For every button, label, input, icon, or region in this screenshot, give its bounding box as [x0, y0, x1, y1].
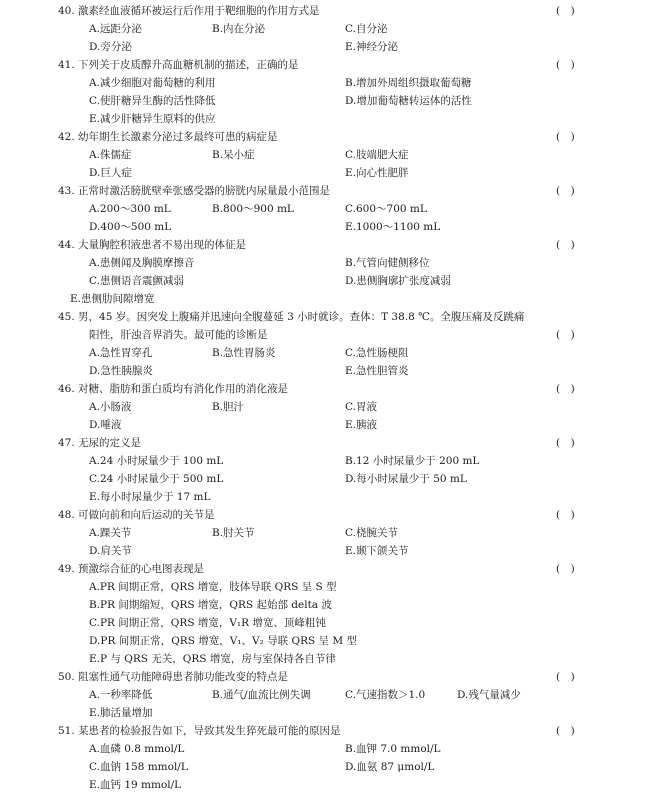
- question-stem: 43. 正常时激活膀胱壁牵张感受器的膀胱内尿量最小范围是: [58, 185, 331, 197]
- option-c: C.胃液: [345, 401, 377, 413]
- question-48: [58, 506, 648, 524]
- answer-bracket: ( ): [556, 329, 575, 341]
- option-c: C.自分泌: [345, 23, 388, 35]
- question-stem: 45. 男，45 岁。因突发上腹痛并迅速向全腹蔓延 3 小时就诊。查体：T 38.8 ℃。全腹压痛及反跳痛: [58, 311, 525, 323]
- question-42: [58, 128, 648, 146]
- option-a: A.急性胃穿孔: [89, 347, 153, 359]
- answer-bracket: ( ): [556, 131, 575, 143]
- option-b: B.肘关节: [212, 527, 255, 539]
- option-a: A.踝关节: [89, 527, 132, 539]
- option-b: B.急性胃肠炎: [212, 347, 276, 359]
- answer-bracket: ( ): [556, 383, 575, 395]
- option-c: C.PR 间期正常，QRS 增宽，V₁R 增宽、顶峰粗钝: [89, 617, 326, 629]
- option-c: C.肢端肥大症: [345, 149, 409, 161]
- option-e: E.1000～1100 mL: [345, 221, 441, 233]
- option-a: A.远距分泌: [89, 23, 142, 35]
- option-e: E.减少肝糖异生原料的供应: [89, 113, 216, 125]
- option-e: E.急性胆管炎: [345, 365, 409, 377]
- option-e: E.每小时尿量少于 17 mL: [89, 491, 211, 503]
- option-e: E.胰液: [345, 419, 378, 431]
- option-d: D.每小时尿量少于 50 mL: [345, 473, 467, 485]
- option-d: D.肩关节: [89, 545, 132, 557]
- option-e: E.颞下颌关节: [345, 545, 409, 557]
- option-b: B.气管向健侧移位: [345, 257, 430, 269]
- option-b: B.内在分泌: [212, 23, 266, 35]
- option-d: D.巨人症: [89, 167, 132, 179]
- question-47: [58, 434, 648, 452]
- question-stem: 48. 可做向前和向后运动的关节是: [58, 509, 215, 521]
- option-c: C.600～700 mL: [345, 203, 427, 215]
- option-a: A.血磷 0.8 mmol/L: [89, 743, 185, 755]
- answer-bracket: ( ): [556, 509, 575, 521]
- option-e: E.神经分泌: [345, 41, 399, 53]
- answer-bracket: ( ): [556, 437, 575, 449]
- option-d: D.400～500 mL: [89, 221, 172, 233]
- question-stem: 47. 无尿的定义是: [58, 437, 142, 449]
- option-a: A.患侧闻及胸膜摩擦音: [89, 257, 195, 269]
- option-d: D.血氨 87 μmol/L: [345, 761, 435, 773]
- option-a: A.小肠液: [89, 401, 132, 413]
- option-a: A.一秒率降低: [89, 689, 153, 701]
- option-c: C.桡腕关节: [345, 527, 398, 539]
- question-51: [58, 722, 648, 740]
- option-b: B.PR 间期缩短，QRS 增宽，QRS 起始部 delta 波: [89, 599, 332, 611]
- question-stem: 50. 阻塞性通气功能障碍患者肺功能改变的特点是: [58, 671, 289, 683]
- option-c: C.24 小时尿量少于 500 mL: [89, 473, 224, 485]
- answer-bracket: ( ): [556, 671, 575, 683]
- answer-bracket: ( ): [556, 563, 575, 575]
- option-a: A.侏儒症: [89, 149, 132, 161]
- option-b: B.血钾 7.0 mmol/L: [345, 743, 441, 755]
- question-41: [58, 56, 648, 74]
- option-b: B.12 小时尿量少于 200 mL: [345, 455, 480, 467]
- question-50: [58, 668, 648, 686]
- question-45: [58, 308, 648, 326]
- option-c: C.血钠 158 mmol/L: [89, 761, 188, 773]
- question-stem: 42. 幼年期生长激素分泌过多最终可患的病症是: [58, 131, 278, 143]
- question-44: [58, 236, 648, 254]
- answer-bracket: ( ): [556, 5, 575, 17]
- question-45-continued: [89, 326, 648, 344]
- question-46: [58, 380, 648, 398]
- option-a: A.24 小时尿量少于 100 mL: [89, 455, 224, 467]
- question-stem: 49. 预激综合征的心电图表现是: [58, 563, 205, 575]
- option-b: B.呆小症: [212, 149, 255, 161]
- question-stem: 51. 某患者的检验报告如下，导致其发生猝死最可能的原因是: [58, 725, 341, 737]
- question-stem-line-2: 阳性，肝浊音界消失。最可能的诊断是: [89, 329, 268, 341]
- option-e: E.肺活量增加: [89, 707, 153, 719]
- option-e: E.向心性肥胖: [345, 167, 409, 179]
- option-c: C.气速指数＞1.0: [345, 689, 426, 701]
- option-e: E.患侧肋间隙增宽: [70, 293, 155, 305]
- answer-bracket: ( ): [556, 239, 575, 251]
- question-49: [58, 560, 648, 578]
- answer-bracket: ( ): [556, 185, 575, 197]
- option-e: E.血钙 19 mmol/L: [89, 779, 182, 791]
- option-b: B.通气/血流比例失调: [212, 689, 311, 701]
- question-stem: 41. 下列关于皮质醇升高血糖机制的描述，正确的是: [58, 59, 299, 71]
- option-b: B.胆汁: [212, 401, 245, 413]
- option-d: D.急性胰腺炎: [89, 365, 153, 377]
- option-d: D.增加葡萄糖转运体的活性: [345, 95, 472, 107]
- option-c: C.使肝糖异生酶的活性降低: [89, 95, 216, 107]
- option-b: B.800～900 mL: [212, 203, 294, 215]
- option-d: D.唾液: [89, 419, 122, 431]
- question-43: [58, 182, 648, 200]
- option-c: C.急性肠梗阻: [345, 347, 409, 359]
- option-d: D.旁分泌: [89, 41, 132, 53]
- option-e: E.P 与 QRS 无关，QRS 增宽，房与室保持各自节律: [89, 653, 336, 665]
- option-d: D.患侧胸廓扩张度减弱: [345, 275, 451, 287]
- question-stem: 44. 大量胸腔积液患者不易出现的体征是: [58, 239, 247, 251]
- option-b: B.增加外周组织摄取葡萄糖: [345, 77, 472, 89]
- answer-bracket: ( ): [556, 725, 575, 737]
- option-c: C.患侧语音震颤减弱: [89, 275, 184, 287]
- question-stem: 46. 对糖、脂肪和蛋白质均有消化作用的消化液是: [58, 383, 289, 395]
- option-d: D.PR 间期正常，QRS 增宽，V₁、V₂ 导联 QRS 呈 M 型: [89, 635, 357, 647]
- answer-bracket: ( ): [556, 59, 575, 71]
- option-a: A.减少细胞对葡萄糖的利用: [89, 77, 216, 89]
- question-stem: 40. 激素经血液循环被运行后作用于靶细胞的作用方式是: [58, 5, 320, 17]
- option-a: A.PR 间期正常，QRS 增宽，肢体导联 QRS 呈 S 型: [89, 581, 337, 593]
- option-a: A.200～300 mL: [89, 203, 171, 215]
- question-40: [58, 2, 648, 20]
- option-d: D.残气量减少: [457, 689, 521, 701]
